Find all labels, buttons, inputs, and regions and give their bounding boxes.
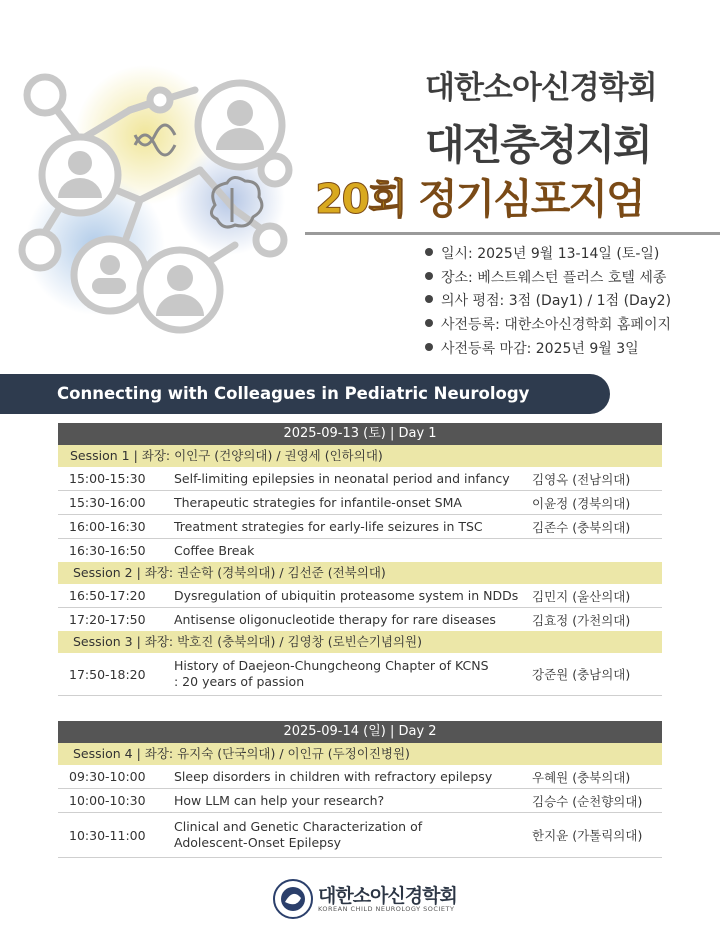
row-time: 16:50-17:20 bbox=[69, 588, 146, 603]
row-speaker: 강준원 (충남의대) bbox=[532, 667, 631, 682]
chapter-title: 대전충청지회 bbox=[425, 121, 651, 169]
info-date: 일시: 2025년 9월 13-14일 (토-일) bbox=[425, 243, 671, 267]
row-title-line1: Clinical and Genetic Characterization of bbox=[174, 819, 423, 834]
society-title: 대한소아신경학회 bbox=[425, 70, 657, 106]
row-title: Sleep disorders in children with refractory epilepsy bbox=[174, 768, 493, 784]
info-credits: 의사 평점: 3점 (Day1) / 1점 (Day2) bbox=[425, 290, 671, 314]
table-row bbox=[58, 467, 662, 491]
session3-header: Session 3 | 좌장: 박호진 (충북의대) / 김영창 (로빈슨기념의원) bbox=[58, 631, 662, 653]
row-speaker: 한지윤 (가톨릭의대) bbox=[532, 828, 643, 843]
edition-number: 20회 bbox=[315, 175, 406, 223]
row-time: 10:00-10:30 bbox=[69, 793, 146, 808]
row-time: 15:30-16:00 bbox=[69, 495, 146, 510]
symposium-label: 정기심포지엄 bbox=[417, 175, 644, 223]
table-row bbox=[58, 539, 662, 562]
info-registration: 사전등록: 대한소아신경학회 홈페이지 bbox=[425, 314, 671, 338]
row-time: 16:00-16:30 bbox=[69, 519, 146, 534]
row-title: Self-limiting epilepsies in neonatal period and infancy bbox=[174, 470, 510, 486]
row-title: How LLM can help your research? bbox=[174, 792, 385, 808]
row-speaker: 김영옥 (전남의대) bbox=[532, 471, 631, 487]
row-title-line2: : 20 years of passion bbox=[174, 674, 305, 689]
row-title: Antisense oligonucleotide therapy for rare diseases bbox=[174, 611, 496, 627]
table-row bbox=[58, 515, 662, 539]
day1-program bbox=[58, 423, 662, 696]
session4-header: Session 4 | 좌장: 유지숙 (단국의대) / 이인규 (두정이진병원) bbox=[58, 743, 662, 765]
symposium-title bbox=[315, 166, 644, 225]
event-info-list bbox=[425, 243, 671, 362]
row-speaker: 김존수 (충북의대) bbox=[532, 519, 631, 535]
row-title: Coffee Break bbox=[174, 542, 255, 558]
row-time: 17:20-17:50 bbox=[69, 612, 146, 627]
row-title: Treatment strategies for early-life seizures in TSC bbox=[174, 518, 483, 534]
session2-header: Session 2 | 좌장: 권순학 (경북의대) / 김선준 (전북의대) bbox=[58, 562, 662, 584]
society-logo-icon bbox=[272, 878, 314, 920]
day2-program bbox=[58, 721, 662, 858]
row-speaker: 김효정 (가천의대) bbox=[532, 612, 631, 628]
row-time: 10:30-11:00 bbox=[69, 827, 146, 843]
title-divider bbox=[305, 232, 720, 235]
row-time: 15:00-15:30 bbox=[69, 471, 146, 486]
row-time: 09:30-10:00 bbox=[69, 769, 146, 784]
table-row bbox=[58, 653, 662, 696]
footer-society-english: KOREAN CHILD NEUROLOGY SOCIETY bbox=[318, 905, 455, 913]
network-illustration bbox=[0, 50, 320, 340]
day1-header: 2025-09-13 (토) | Day 1 bbox=[58, 423, 662, 445]
table-row bbox=[58, 491, 662, 515]
session1-header: Session 1 | 좌장: 이인구 (건양의대) / 권영세 (인하의대) bbox=[58, 445, 662, 467]
table-row bbox=[58, 608, 662, 631]
row-time: 16:30-16:50 bbox=[69, 543, 146, 558]
table-row bbox=[58, 813, 662, 858]
row-title bbox=[174, 819, 532, 851]
table-row bbox=[58, 789, 662, 813]
row-title: Therapeutic strategies for infantile-onset SMA bbox=[174, 494, 462, 510]
table-row bbox=[58, 765, 662, 789]
row-title bbox=[174, 658, 532, 690]
row-speaker: 이윤정 (경북의대) bbox=[532, 495, 631, 511]
info-deadline: 사전등록 마감: 2025년 9월 3일 bbox=[425, 338, 671, 362]
table-row bbox=[58, 584, 662, 608]
row-speaker: 김승수 (순천향의대) bbox=[532, 793, 643, 809]
theme-banner: Connecting with Colleagues in Pediatric Neurology bbox=[0, 374, 610, 414]
day2-header: 2025-09-14 (일) | Day 2 bbox=[58, 721, 662, 743]
row-title-line1: History of Daejeon-Chungcheong Chapter of KCNS bbox=[174, 658, 489, 673]
row-title: Dysregulation of ubiquitin proteasome system in NDDs bbox=[174, 587, 519, 603]
info-venue: 장소: 베스트웨스턴 플러스 호텔 세종 bbox=[425, 267, 671, 291]
row-speaker: 우혜원 (충북의대) bbox=[532, 769, 631, 785]
footer-society-name: 대한소아신경학회 bbox=[318, 885, 457, 907]
row-title-line2: Adolescent-Onset Epilepsy bbox=[174, 835, 341, 850]
row-time: 17:50-18:20 bbox=[69, 666, 146, 682]
row-speaker: 김민지 (울산의대) bbox=[532, 588, 631, 604]
